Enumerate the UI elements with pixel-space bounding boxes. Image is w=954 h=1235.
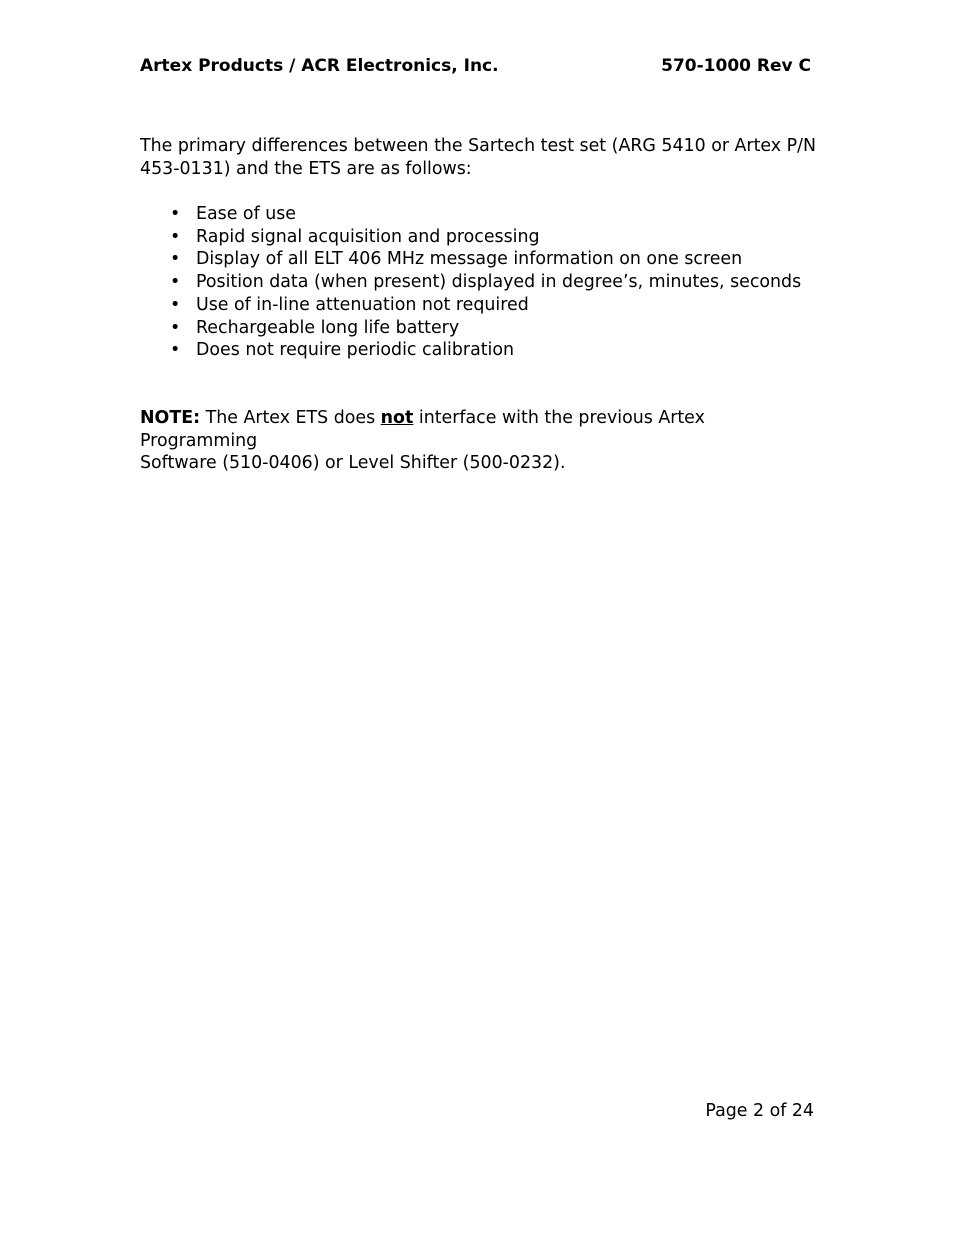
list-item — [140, 317, 820, 340]
page-header — [140, 56, 814, 82]
list-item-text: Rechargeable long life battery — [196, 317, 460, 338]
list-item — [140, 294, 820, 317]
page-number: Page 2 of 24 — [705, 1101, 814, 1121]
list-item — [140, 271, 820, 294]
note-line-2: Software (510-0406) or Level Shifter (500-0232). — [140, 453, 566, 474]
header-company: Artex Products / ACR Electronics, Inc. — [140, 56, 499, 76]
note-paragraph — [140, 407, 820, 475]
intro-paragraph — [140, 135, 820, 180]
bullet-marker: • — [170, 294, 181, 315]
note-text-before: The Artex ETS does — [200, 408, 381, 428]
list-item-text: Position data (when present) displayed in degree’s, minutes, seconds — [196, 272, 802, 293]
intro-line-2: 453-0131) and the ETS are as follows: — [140, 158, 472, 179]
differences-list — [140, 203, 820, 362]
list-item — [140, 203, 820, 226]
bullet-marker: • — [170, 317, 181, 338]
note-label: NOTE: — [140, 408, 201, 428]
list-item-text: Use of in-line attenuation not required — [196, 294, 529, 315]
intro-line-1: The primary differences between the Sartech test set (ARG 5410 or Artex P/N — [140, 136, 816, 156]
list-item — [140, 226, 820, 249]
note-emphasis: not — [380, 408, 414, 428]
list-item-text: Display of all ELT 406 MHz message information on one screen — [196, 249, 743, 270]
list-item — [140, 248, 820, 271]
bullet-marker: • — [170, 340, 181, 361]
bullet-marker: • — [170, 204, 181, 224]
list-item — [140, 339, 820, 362]
header-doc-number: 570-1000 Rev C — [661, 56, 811, 76]
bullet-marker: • — [170, 226, 181, 247]
list-item-text: Rapid signal acquisition and processing — [196, 226, 540, 247]
note-text-after: interface with the previous Artex Programming — [140, 408, 705, 451]
list-item-text: Does not require periodic calibration — [196, 340, 515, 361]
bullet-marker: • — [170, 272, 181, 293]
list-item-text: Ease of use — [196, 204, 297, 224]
bullet-marker: • — [170, 249, 181, 270]
